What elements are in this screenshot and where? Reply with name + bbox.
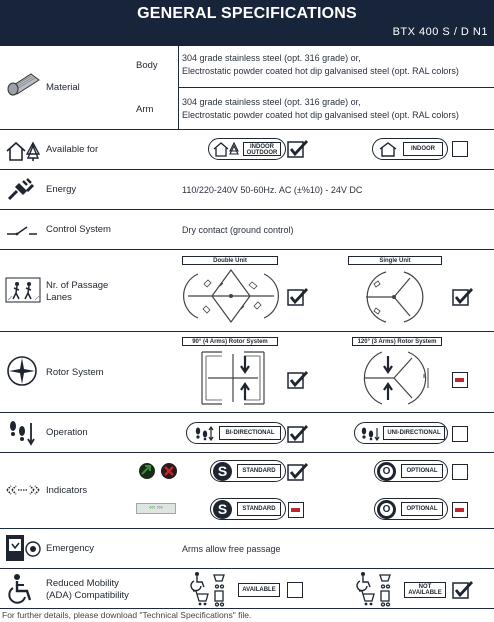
row-rotor-system: [0, 332, 494, 413]
checked-checkbox-icon: [452, 287, 474, 307]
optional-text: OPTIONAL: [406, 506, 438, 512]
optional-tag: [401, 464, 443, 478]
row-passage-lanes: [0, 250, 494, 332]
standard-badge-1: [210, 460, 286, 482]
emergency-value: Arms allow free passage: [182, 544, 281, 554]
header-bar: [0, 0, 494, 46]
indicators-label: Indicators: [46, 485, 88, 496]
arrows-indicator-icon: [5, 483, 41, 497]
rotor-system-label: Rotor System: [46, 367, 104, 378]
empty-checkbox: [452, 141, 468, 157]
model-name: BTX 400 S / D N1: [392, 26, 488, 38]
green-arrow-light-icon: [138, 462, 156, 480]
row-control-system: [0, 210, 494, 250]
red-cross-light-icon: [160, 462, 178, 480]
steel-roll-icon: [5, 68, 41, 98]
emergency-button-icon: [5, 534, 41, 564]
footsteps-icon: [5, 419, 39, 447]
indoor-tag: [403, 142, 443, 156]
rotor-90-title: 90° (4 Arms) Rotor System: [182, 337, 278, 346]
unavailable-checkbox: [452, 502, 468, 518]
material-label: Material: [46, 82, 80, 93]
arrow-led-strip: [136, 503, 176, 514]
standard-letter: S: [213, 462, 232, 481]
row-available-for: [0, 130, 494, 170]
row-material: [0, 46, 494, 130]
body-label: Body: [136, 60, 158, 71]
walking-people-icon: [5, 276, 41, 304]
indoor-outdoor-tag: [243, 142, 281, 156]
row-energy: [0, 170, 494, 210]
unavailable-checkbox: [452, 372, 468, 388]
row-reduced-mobility: [0, 569, 494, 609]
arm-line-2: Electrostatic powder coated hot dip galvanised steel (opt. RAL colors): [182, 110, 459, 120]
row-indicators: [0, 453, 494, 529]
indoor-outdoor-badge: [208, 138, 286, 160]
accessibility-icons-group: [190, 571, 230, 607]
uni-directional-badge: [354, 422, 448, 444]
control-system-label: Control System: [46, 224, 111, 235]
arm-line-1: 304 grade stainless steel (opt. 316 grade) or,: [182, 97, 361, 107]
double-unit-title: Double Unit: [182, 256, 278, 265]
body-line-1: 304 grade stainless steel (opt. 316 grade) or,: [182, 53, 361, 63]
checked-checkbox-icon: [287, 424, 309, 444]
indoor-outdoor-line-1: INDOOR: [250, 144, 274, 150]
double-unit-diagram: [182, 266, 280, 328]
indoor-tag-text: INDOOR: [411, 146, 435, 152]
checked-checkbox-icon: [287, 287, 309, 307]
operation-label: Operation: [46, 427, 88, 438]
optional-badge-1: [374, 460, 448, 482]
emergency-label: Emergency: [46, 543, 95, 554]
control-system-value: Dry contact (ground control): [182, 225, 294, 235]
divider: [178, 87, 494, 88]
not-available-line-2: AVAILABLE: [408, 590, 442, 596]
arrow-led-text: ‹‹‹ ›››: [149, 505, 163, 511]
uni-directional-tag: [383, 426, 445, 440]
house-tree-icon: [5, 140, 43, 162]
standard-text: STANDARD: [242, 506, 276, 512]
uni-directional-text: UNI-DIRECTIONAL: [387, 430, 441, 436]
passage-lanes-label-1: Nr. of Passage: [46, 280, 109, 291]
optional-tag: [401, 502, 443, 516]
empty-checkbox: [452, 426, 468, 442]
energy-value: 110/220-240V 50-60Hz. AC (±%10) - 24V DC: [182, 185, 363, 195]
unavailable-checkbox: [288, 502, 304, 518]
rotor-120-diagram: [360, 348, 436, 408]
house-tree-icon: [213, 141, 241, 157]
arm-label: Arm: [136, 104, 154, 115]
footer-note: For further details, please download "Technical Specifications" file.: [2, 610, 252, 620]
wheelchair-icon: [5, 573, 35, 605]
accessibility-icons-group: [356, 571, 396, 607]
energy-label: Energy: [46, 184, 77, 195]
rotor-90-diagram: [198, 348, 268, 408]
compass-rotor-icon: [5, 354, 39, 388]
switch-icon: [5, 224, 39, 238]
not-available-tag: [404, 582, 446, 598]
footsteps-icon: [193, 426, 215, 441]
row-operation: [0, 413, 494, 453]
checked-checkbox-icon: [287, 370, 309, 390]
optional-letter: O: [377, 462, 396, 481]
available-tag: [238, 583, 280, 597]
checked-checkbox-icon: [452, 580, 474, 600]
standard-text: STANDARD: [242, 468, 276, 474]
body-line-2: Electrostatic powder coated hot dip galvanised steel (opt. RAL colors): [182, 66, 459, 76]
single-unit-title: Single Unit: [348, 256, 442, 265]
plug-icon: [5, 177, 39, 203]
empty-checkbox: [452, 464, 468, 480]
rotor-120-title: 120° (3 Arms) Rotor System: [352, 337, 442, 346]
standard-letter: S: [213, 500, 232, 519]
indoor-badge: [372, 138, 448, 160]
available-for-label: Available for: [46, 144, 99, 155]
single-unit-diagram: [360, 266, 430, 328]
optional-badge-2: [374, 498, 448, 520]
passage-lanes-label-2: Lanes: [46, 292, 72, 303]
optional-letter: O: [377, 500, 396, 519]
indoor-outdoor-line-2: OUTDOOR: [246, 150, 278, 156]
bi-directional-badge: [186, 422, 286, 444]
house-icon: [379, 142, 397, 157]
standard-badge-2: [210, 498, 286, 520]
available-text: AVAILABLE: [242, 587, 276, 593]
not-available-line-1: NOT: [418, 584, 432, 590]
optional-text: OPTIONAL: [406, 468, 438, 474]
mobility-label-2: (ADA) Compatibility: [46, 590, 129, 601]
mobility-label-1: Reduced Mobility: [46, 578, 119, 589]
page-title: GENERAL SPECIFICATIONS: [137, 5, 357, 22]
checked-checkbox-icon: [287, 462, 309, 482]
row-emergency: [0, 529, 494, 569]
checked-checkbox-icon: [287, 139, 309, 159]
bi-directional-text: BI-DIRECTIONAL: [225, 430, 275, 436]
standard-tag: [237, 502, 281, 516]
empty-checkbox: [287, 582, 303, 598]
standard-tag: [237, 464, 281, 478]
bi-directional-tag: [219, 426, 281, 440]
footsteps-icon: [359, 426, 381, 441]
